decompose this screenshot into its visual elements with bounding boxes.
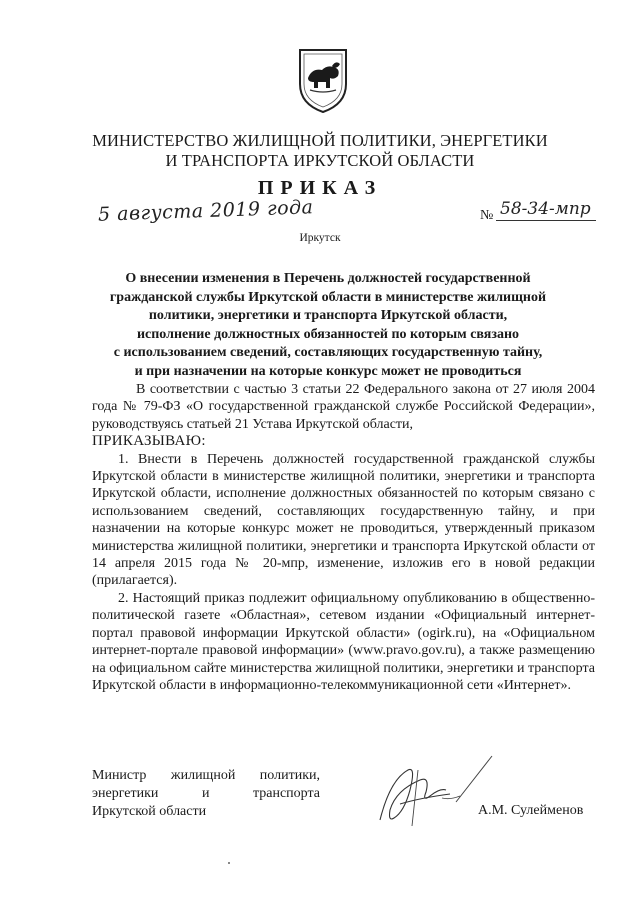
order-subject (100, 270, 556, 382)
handwritten-signature-icon (360, 740, 500, 835)
order-number-label: № (480, 208, 494, 223)
ministry-name (90, 131, 550, 171)
position-line: Министр жилищной политики, (92, 768, 320, 783)
subject-line: с использованием сведений, составляющих государственную тайну, (113, 345, 543, 361)
position-line: Иркутской области (92, 804, 207, 819)
subject-line: гражданской службы Иркутской области в министерстве жилищной (109, 289, 547, 305)
preamble-paragraph: В соответствии с частью 3 статьи 22 Федерального закона от 27 июля 2004 года № 79-ФЗ «О государственной гражданской службе Российской Федерации», руководствуясь статьей 21 Устава Иркутской области, (92, 382, 595, 432)
item-1-paragraph: 1. Внести в Перечень должностей государственной гражданской службы Иркутской области в министерстве жилищной политики, энергетики и транспорта Иркутской области, исполнение должностных обязанностей по которым связано с использованием сведений, составляющих государственную тайну, и при назначении на которые конкурс может не проводиться, утвержденный приказом министерства жилищной политики, энергетики и транспорта Иркутской области от 14 апреля 2015 года № 20-мпр, изменение, изложив его в новой редакции (прилагается). (92, 451, 595, 589)
order-number-handwritten: 58-34-мпр (500, 199, 591, 219)
subject-line: и при назначении на которые конкурс может не проводиться (134, 363, 522, 379)
order-title: ПРИКАЗ (257, 177, 383, 199)
subject-line: исполнение должностных обязанностей по которым связано (136, 326, 520, 342)
prikazyvayu-heading: ПРИКАЗЫВАЮ: (92, 433, 206, 450)
order-number-underline (496, 220, 596, 221)
scan-speck (228, 862, 230, 864)
coat-of-arms-icon (296, 44, 350, 114)
position-line: энергетики и транспорта (92, 786, 320, 801)
signer-name: А.М. Сулейменов (478, 803, 584, 818)
subject-line: политики, энергетики и транспорта Иркутской области, (148, 308, 508, 324)
item-2-paragraph: 2. Настоящий приказ подлежит официальному опубликованию в общественно-политической газете «Областная», сетевом издании «Официальный интернет-портал правовой информации Иркутской области» (ogirk.ru), на «Официальном интернет-портале правовой информации» (www.pravo.gov.ru), а также размещению на официальном сайте министерства жилищной политики, энергетики и транспорта Иркутской области в информационно-телекоммуникационной сети «Интернет». (92, 590, 595, 693)
ministry-line-2: И ТРАНСПОРТА ИРКУТСКОЙ ОБЛАСТИ (165, 151, 475, 170)
signer-position (92, 767, 320, 821)
order-date-handwritten: 5 августа 2019 года (97, 196, 314, 226)
ministry-line-1: МИНИСТЕРСТВО ЖИЛИЩНОЙ ПОЛИТИКИ, ЭНЕРГЕТИКИ (92, 131, 548, 150)
subject-line: О внесении изменения в Перечень должностей государственной (125, 271, 531, 286)
city-label: Иркутск (299, 232, 341, 244)
order-body (92, 381, 595, 694)
